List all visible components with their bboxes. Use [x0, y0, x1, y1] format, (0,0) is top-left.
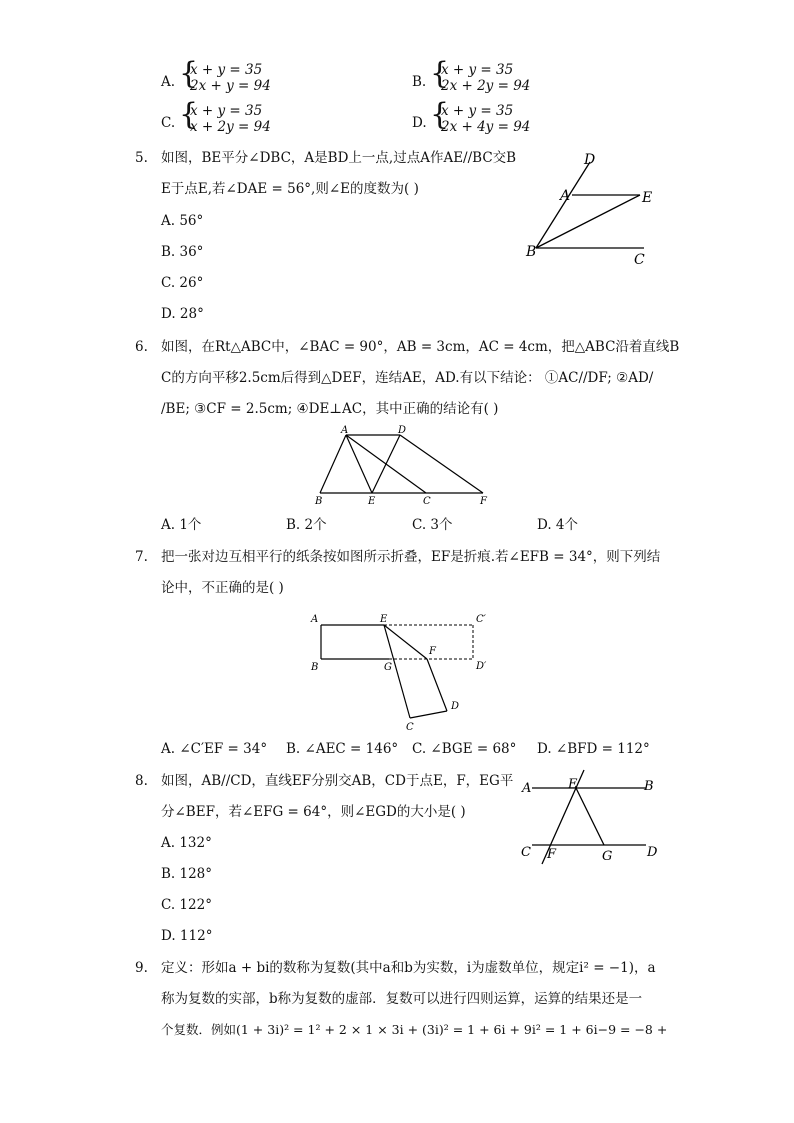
line-eg	[576, 788, 604, 845]
option-c: C. 3个	[412, 517, 453, 533]
question-text: 称为复数的实部，b称为复数的虚部．复数可以进行四则运算，运算的结果还是一	[161, 991, 643, 1007]
option-a: A. 56°	[161, 213, 204, 229]
question-text: C的方向平移2.5cm后得到△DEF，连结AE，AD.有以下结论： ①AC//DF; ②AD/	[161, 370, 654, 386]
question-text: /BE; ③CF = 2.5cm; ④DE⊥AC，其中正确的结论有( )	[161, 401, 499, 417]
line-df	[400, 435, 483, 493]
label-b: B	[311, 662, 319, 673]
question-text: 论中，不正确的是( )	[161, 580, 284, 596]
option-c: C. 26°	[161, 275, 204, 291]
equation-system: { x + y = 35 x + 2y = 94	[179, 97, 271, 135]
label-g: G	[602, 849, 613, 864]
label-f: F	[547, 847, 557, 862]
label-f: F	[429, 646, 436, 657]
option-letter: A.	[161, 74, 176, 90]
question-number: 6.	[135, 339, 148, 355]
label-d-prime: D′	[476, 661, 487, 672]
label-b: B	[526, 244, 537, 260]
option-b: B. 2个	[286, 517, 327, 533]
label-a: A	[341, 425, 349, 436]
figure-q8	[518, 766, 664, 868]
line-ab	[320, 435, 346, 493]
label-c: C	[423, 496, 431, 507]
question-text: 如图，AB//CD，直线EF分别交AB，CD于点E，F，EG平	[161, 773, 514, 789]
label-c: C	[406, 722, 414, 733]
question-number: 8.	[135, 773, 148, 789]
label-c: C	[634, 252, 645, 268]
fold-edge-fd	[427, 659, 447, 711]
option-a: A. 1个	[161, 517, 202, 533]
question-text: 把一张对边互相平行的纸条按如图所示折叠，EF是折痕.若∠EFB = 34°，则下列结	[161, 549, 661, 565]
label-b: B	[644, 779, 654, 794]
option-d: D. 28°	[161, 306, 204, 322]
label-d: D	[451, 701, 460, 712]
equation-system: { x + y = 35 2x + y = 94	[179, 56, 271, 94]
question-text: 个复数．例如(1 + 3i)² = 1² + 2 × 1 × 3i + (3i)² = 1 + 6i + 9i² = 1 + 6i−9 = −8 +	[161, 1022, 668, 1037]
label-d: D	[398, 425, 407, 436]
label-d: D	[584, 152, 596, 168]
option-letter: C.	[161, 115, 176, 131]
question-number: 7.	[135, 549, 148, 565]
question-text: 如图，在Rt△ABC中，∠BAC = 90°，AB = 3cm，AC = 4cm，把△ABC沿着直线B	[161, 339, 680, 355]
label-a: A	[522, 781, 532, 796]
figure-q7	[306, 608, 496, 736]
label-e: E	[368, 496, 376, 507]
option-a: A. ∠C′EF = 34°	[161, 741, 268, 757]
question-text: 定义：形如a + bi的数称为复数(其中a和b为实数，i为虚数单位，规定i² = −1)，a	[161, 960, 656, 976]
figure-q6	[308, 424, 498, 508]
option-letter: D.	[412, 115, 427, 131]
label-e: E	[380, 614, 388, 625]
option-c: C. ∠BGE = 68°	[412, 741, 517, 757]
question-text: 如图，BE平分∠DBC，A是BD上一点,过点A作AE//BC交B	[161, 150, 517, 166]
label-e: E	[568, 777, 578, 792]
label-g: G	[384, 662, 392, 673]
option-letter: B.	[412, 74, 427, 90]
fold-edge-cd	[410, 711, 447, 718]
option-d: D. ∠BFD = 112°	[537, 741, 650, 757]
line-be	[536, 195, 640, 248]
label-a: A	[311, 614, 319, 625]
fold-line-ef	[384, 625, 427, 659]
equation-system: { x + y = 35 2x + 4y = 94	[430, 97, 531, 135]
line-bd	[536, 162, 590, 248]
label-e: E	[642, 190, 653, 206]
label-c: C	[521, 845, 531, 860]
option-b: B. 128°	[161, 866, 213, 882]
option-c: C. 122°	[161, 897, 212, 913]
label-c-prime: C′	[476, 614, 486, 625]
label-f: F	[480, 496, 487, 507]
figure-q5	[520, 148, 660, 270]
question-text: 分∠BEF，若∠EFG = 64°，则∠EGD的大小是( )	[161, 804, 466, 820]
question-text: E于点E,若∠DAE = 56°,则∠E的度数为( )	[161, 181, 419, 197]
line-de	[372, 435, 400, 493]
question-number: 9.	[135, 960, 148, 976]
equation-system: { x + y = 35 2x + 2y = 94	[430, 56, 531, 94]
question-number: 5.	[135, 150, 148, 166]
label-d: D	[647, 845, 658, 860]
option-b: B. ∠AEC = 146°	[286, 741, 399, 757]
label-b: B	[315, 496, 323, 507]
option-d: D. 4个	[537, 517, 579, 533]
option-b: B. 36°	[161, 244, 204, 260]
label-a: A	[560, 188, 571, 204]
option-d: D. 112°	[161, 928, 213, 944]
option-a: A. 132°	[161, 835, 212, 851]
